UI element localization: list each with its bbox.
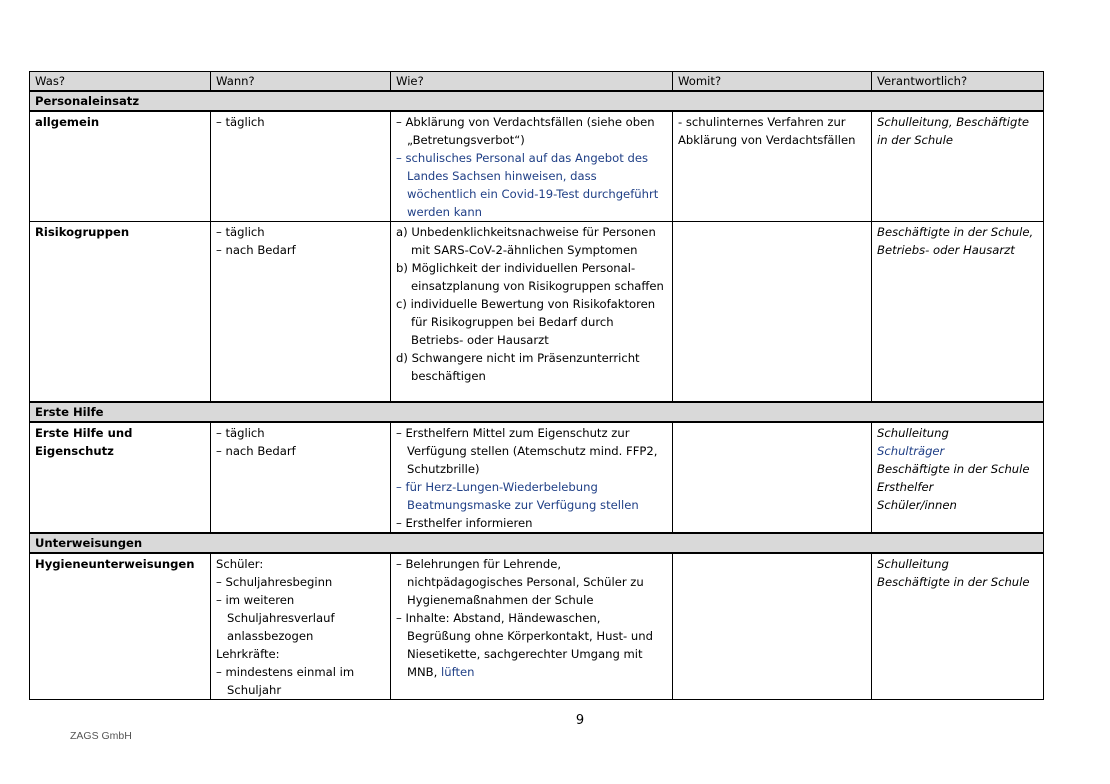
- measures-table: [29, 71, 1044, 700]
- cell-womit: [673, 222, 872, 402]
- page-number: 9: [575, 713, 585, 728]
- section-title-personaleinsatz: Personaleinsatz: [30, 91, 1044, 111]
- cell-wie: [391, 111, 673, 222]
- cell-wann: [211, 553, 391, 700]
- cell-wie: [391, 422, 673, 533]
- cell-verantwortlich: [872, 222, 1044, 402]
- cell-line-highlight: Schulträger: [877, 443, 945, 458]
- cell-womit: [673, 111, 872, 222]
- cell-line: Lehrkräfte:: [216, 646, 280, 661]
- cell-line: – nach Bedarf: [216, 243, 296, 257]
- header-wie: Wie?: [391, 72, 673, 92]
- cell-wann: [211, 111, 391, 222]
- cell-wann: [211, 222, 391, 402]
- cell-line: – täglich: [216, 225, 265, 239]
- cell-line: – Ersthelfern Mittel zum Eigenschutz zur Verfügung stellen (Atemschutz mind. FFP2, Schutzbrille): [396, 425, 658, 476]
- cell-womit: [673, 422, 872, 533]
- cell-line: d) Schwangere nicht im Präsenzunterricht beschäftigen: [396, 351, 640, 383]
- cell-verantwortlich: [872, 422, 1044, 533]
- cell-line-highlight: – für Herz-Lungen-Wiederbelebung Beatmungsmaske zur Verfügung stellen: [396, 479, 639, 512]
- cell-line: – täglich: [216, 115, 265, 129]
- cell-line: – Abklärung von Verdachtsfällen (siehe oben „Betretungsverbot“): [396, 115, 655, 147]
- cell-line: – Belehrungen für Lehrende, nichtpädagogisches Personal, Schüler zu Hygienemaßnahmen der Schule: [396, 556, 644, 607]
- cell-line: - schulinternes Verfahren zur Abklärung von Verdachtsfällen: [678, 115, 856, 147]
- cell-line: Schüler:: [216, 556, 264, 571]
- table-row: [30, 553, 1044, 700]
- table-row: [30, 111, 1044, 222]
- cell-line: b) Möglichkeit der individuellen Personal-einsatzplanung von Risikogruppen schaffen: [396, 261, 664, 293]
- row-label-hygiene: Hygieneunterweisungen: [30, 553, 211, 700]
- header-was: Was?: [30, 72, 211, 92]
- cell-line: – Schuljahresbeginn: [216, 574, 333, 589]
- cell-wie: [391, 222, 673, 402]
- cell-wie: [391, 553, 673, 700]
- cell-line: Schulleitung: [877, 425, 949, 440]
- cell-line: Ersthelfer: [877, 479, 934, 494]
- row-label-risikogruppen: Risikogruppen: [30, 222, 211, 402]
- table-header-row: [30, 72, 1044, 92]
- row-label-eigenschutz: Erste Hilfe und Eigenschutz: [30, 422, 211, 533]
- section-row: [30, 533, 1044, 553]
- cell-line: Beschäftigte in der Schule: [877, 461, 1030, 476]
- section-row: [30, 402, 1044, 422]
- cell-line: Schulleitung, Beschäftigte in der Schule: [877, 115, 1030, 147]
- section-row: [30, 91, 1044, 111]
- table-row: [30, 422, 1044, 533]
- header-verantwortlich: Verantwortlich?: [872, 72, 1044, 92]
- cell-line: Schulleitung: [877, 556, 949, 571]
- cell-text-highlight: lüften: [441, 664, 475, 679]
- cell-line-highlight: – schulisches Personal auf das Angebot des Landes Sachsen hinweisen, dass wöchentlich ein Covid-19-Test durchgeführt werden kann: [396, 151, 659, 219]
- section-title-unterweisungen: Unterweisungen: [30, 533, 1044, 553]
- cell-line: – täglich: [216, 425, 265, 440]
- cell-line: a) Unbedenklichkeitsnachweise für Personen mit SARS-CoV-2-ähnlichen Symptomen: [396, 225, 656, 257]
- cell-line: Beschäftigte in der Schule: [877, 574, 1030, 589]
- cell-line: c) individuelle Bewertung von Risikofaktoren für Risikogruppen bei Bedarf durch Betriebs- oder Hausarzt: [396, 297, 656, 347]
- cell-line: – im weiteren Schuljahresverlauf anlassbezogen: [216, 592, 335, 643]
- cell-wann: [211, 422, 391, 533]
- header-wann: Wann?: [211, 72, 391, 92]
- section-title-erste-hilfe: Erste Hilfe: [30, 402, 1044, 422]
- cell-line: Schüler/innen: [877, 497, 957, 512]
- cell-line: [396, 609, 667, 681]
- table-row: [30, 222, 1044, 402]
- cell-line: – mindestens einmal im Schuljahr: [216, 664, 355, 697]
- cell-line: Beschäftigte in der Schule, Betriebs- oder Hausarzt: [877, 225, 1034, 257]
- row-label-allgemein: allgemein: [30, 111, 211, 222]
- cell-line: – nach Bedarf: [216, 443, 296, 458]
- cell-line: – Ersthelfer informieren: [396, 515, 533, 530]
- cell-text: – Inhalte: Abstand, Händewaschen, Begrüßung ohne Körperkontakt, Hust- und Niesetikette, sachgerechter Umgang mit MNB,: [396, 610, 653, 679]
- cell-womit: [673, 553, 872, 700]
- cell-verantwortlich: [872, 553, 1044, 700]
- footer-company: ZAGS GmbH: [70, 730, 132, 742]
- header-womit: Womit?: [673, 72, 872, 92]
- cell-verantwortlich: [872, 111, 1044, 222]
